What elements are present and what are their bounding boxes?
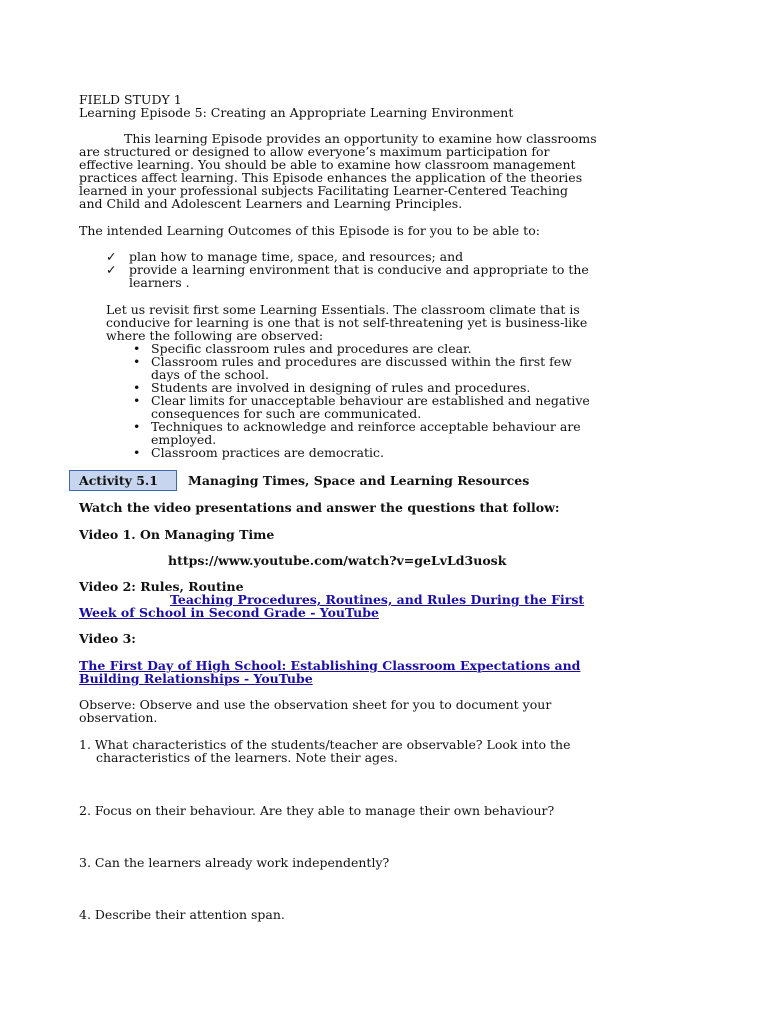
bullet-icon: • xyxy=(133,341,141,356)
question-4: 4. Describe their attention span. xyxy=(79,907,285,922)
bullet-icon: • xyxy=(133,419,141,434)
outcomes-list xyxy=(106,250,589,289)
activity-instruction: Watch the video presentations and answer the questions that follow: xyxy=(79,500,560,515)
intro-line: learned in your professional subjects Facilitating Learner-Centered Teaching xyxy=(79,183,569,198)
video-2-link-line[interactable]: Teaching Procedures, Routines, and Rules During the First xyxy=(170,592,585,607)
question-1: 1. What characteristics of the students/teacher are observable? Look into the characteristics of the learners. Note their ages. xyxy=(79,737,571,765)
question-3: 3. Can the learners already work independently? xyxy=(79,855,390,870)
video-3-label: Video 3: xyxy=(79,631,136,646)
video-2-link-line[interactable]: Week of School in Second Grade - YouTube xyxy=(79,605,379,620)
video-2-label: Video 2: Rules, Routine xyxy=(79,579,244,594)
bullet-icon: • xyxy=(133,354,141,369)
list-item: • Techniques to acknowledge and reinforce acceptable behaviour are employed. xyxy=(133,419,581,447)
bullet-icon: • xyxy=(133,445,141,460)
list-item: • Specific classroom rules and procedures are clear. xyxy=(133,341,472,356)
list-item: ✓ provide a learning environment that is conducive and appropriate to the learners . xyxy=(106,262,589,290)
essentials-list xyxy=(128,342,590,459)
course-title: FIELD STUDY 1 xyxy=(79,92,182,107)
intro-paragraph xyxy=(79,132,597,210)
video-3-link-line[interactable]: Building Relationships - YouTube xyxy=(79,671,313,686)
essentials-paragraph: Let us revisit first some Learning Essentials. The classroom climate that is conducive for learning is one that is not self-threatening yet is business-like where the following are observed: xyxy=(106,302,588,343)
activity-title: Managing Times, Space and Learning Resources xyxy=(188,473,530,488)
activity-badge: Activity 5.1 xyxy=(69,470,177,491)
bullet-icon: • xyxy=(133,380,141,395)
intro-line: are structured or designed to allow everyone’s maximum participation for xyxy=(79,144,550,159)
video-3-link-line[interactable]: The First Day of High School: Establishing Classroom Expectations and xyxy=(79,658,581,673)
intro-line: This learning Episode provides an opportunity to examine how classrooms xyxy=(124,131,597,146)
video-1-label: Video 1. On Managing Time xyxy=(79,527,275,542)
intro-line: and Child and Adolescent Learners and Learning Principles. xyxy=(79,196,463,211)
video-1-url[interactable]: https://www.youtube.com/watch?v=geLvLd3uosk xyxy=(168,553,507,568)
list-item: • Clear limits for unacceptable behaviour are established and negative consequences for such are communicated. xyxy=(133,393,590,421)
question-2: 2. Focus on their behaviour. Are they able to manage their own behaviour? xyxy=(79,803,555,818)
list-item: ✓ plan how to manage time, space, and resources; and xyxy=(106,249,464,264)
list-item: • Students are involved in designing of rules and procedures. xyxy=(133,380,531,395)
check-icon: ✓ xyxy=(106,249,117,264)
intro-line: effective learning. You should be able to examine how classroom management xyxy=(79,157,576,172)
list-item: • Classroom practices are democratic. xyxy=(133,445,384,460)
bullet-icon: • xyxy=(133,393,141,408)
check-icon: ✓ xyxy=(106,262,117,277)
episode-title: Learning Episode 5: Creating an Appropriate Learning Environment xyxy=(79,105,514,120)
intro-line: practices affect learning. This Episode enhances the application of the theories xyxy=(79,170,583,185)
observe-instruction: Observe: Observe and use the observation sheet for you to document your observation. xyxy=(79,697,552,725)
list-item: • Classroom rules and procedures are discussed within the first few days of the school. xyxy=(133,354,572,382)
outcomes-lead: The intended Learning Outcomes of this Episode is for you to be able to: xyxy=(79,223,540,238)
